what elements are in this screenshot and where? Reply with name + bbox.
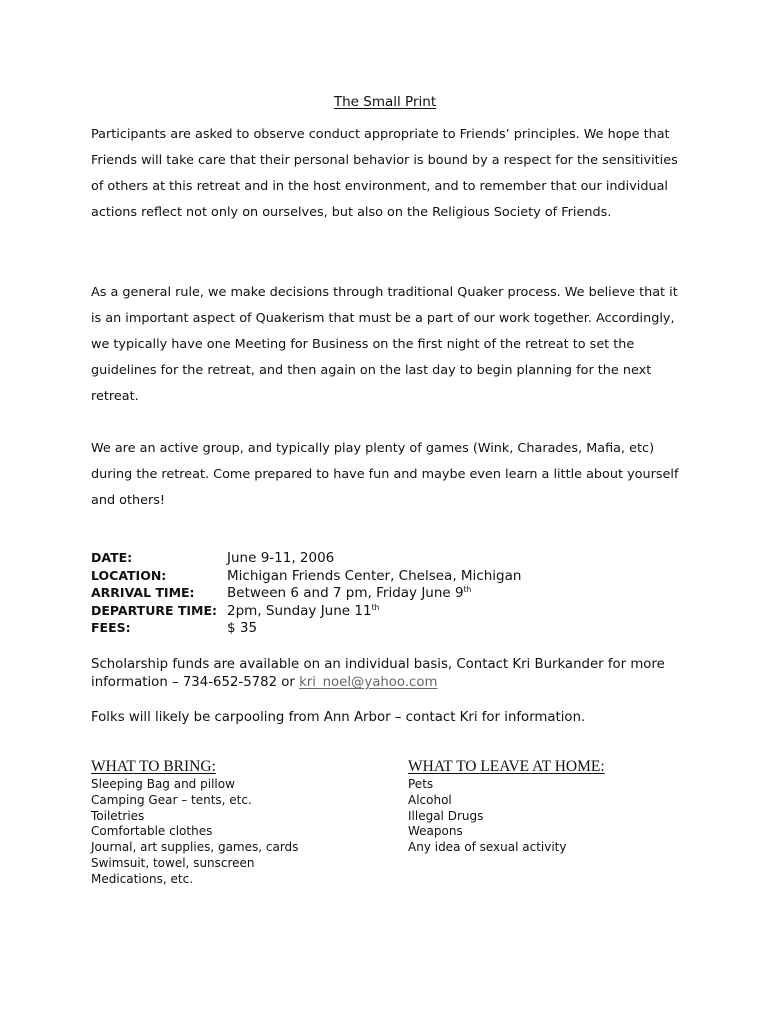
location-row: [91, 568, 691, 586]
arrival-ordinal: th: [463, 585, 472, 595]
list-item: Journal, art supplies, games, cards: [91, 840, 299, 855]
page-title: The Small Print: [333, 94, 437, 110]
location-label: LOCATION:: [91, 567, 167, 583]
date-value: June 9-11, 2006: [227, 550, 335, 566]
what-to-leave-section: [408, 757, 708, 856]
arrival-label: ARRIVAL TIME:: [91, 585, 195, 601]
fees-value: $ 35: [227, 620, 258, 637]
games-paragraph: We are an active group, and typically play plenty of games (Wink, Charades, Mafia, etc) during the retreat. Come prepared to have fun and maybe even learn a little about yourself and others!: [91, 441, 679, 508]
what-to-bring-heading: WHAT TO BRING:: [91, 758, 216, 775]
date-label: DATE:: [91, 550, 133, 565]
list-item: Illegal Drugs: [408, 808, 484, 823]
arrival-value-group: [227, 585, 471, 601]
departure-value-group: [227, 603, 379, 619]
decision-process-paragraph: As a general rule, we make decisions through traditional Quaker process. We believe that it is an important aspect of Quakerism that must be a part of our work together. Accordingly, we typically have one Meeting for Business on the first night of the retreat to set the guidelines for the retreat, and then again on the last day to begin planning for the next retreat.: [91, 285, 678, 404]
list-item: Comfortable clothes: [91, 824, 213, 839]
date-row: [91, 550, 691, 568]
location-value: Michigan Friends Center, Chelsea, Michigan: [227, 567, 522, 584]
list-item: Sleeping Bag and pillow: [91, 777, 235, 791]
departure-label: DEPARTURE TIME:: [91, 602, 218, 618]
scholarship-paragraph: [91, 656, 691, 692]
departure-value: 2pm, Sunday June 11: [227, 602, 372, 619]
list-item: Weapons: [408, 824, 463, 839]
what-to-bring-section: [91, 757, 391, 888]
carpool-paragraph: Folks will likely be carpooling from Ann Arbor – contact Kri for information.: [91, 710, 586, 725]
scholarship-text: Scholarship funds are available on an individual basis, Contact Kri Burkander for more information – 734-652-5782 or: [91, 657, 665, 690]
fees-label: FEES:: [91, 620, 131, 636]
arrival-value: Between 6 and 7 pm, Friday June 9: [227, 585, 464, 602]
list-item: Any idea of sexual activity: [408, 840, 567, 855]
email-link[interactable]: kri_noel@yahoo.com: [299, 675, 438, 690]
event-details: [91, 550, 691, 638]
list-item: Swimsuit, towel, sunscreen: [91, 855, 255, 870]
conduct-paragraph: Participants are asked to observe conduct appropriate to Friends’ principles. We hope that Friends will take care that their personal behavior is bound by a respect for the sensitivities of others at this retreat and in the host environment, and to remember that our individual actions reflect not only on ourselves, but also on the Religious Society of Friends.: [91, 127, 678, 220]
list-item: Toiletries: [91, 808, 145, 823]
arrival-row: [91, 585, 691, 603]
list-item: Camping Gear – tents, etc.: [91, 792, 252, 807]
departure-row: [91, 603, 691, 621]
list-item: Medications, etc.: [91, 871, 194, 886]
list-item: Alcohol: [408, 792, 452, 807]
list-item: Pets: [408, 777, 434, 791]
fees-row: [91, 620, 691, 638]
departure-ordinal: th: [371, 602, 380, 612]
what-to-leave-heading: WHAT TO LEAVE AT HOME:: [408, 758, 605, 775]
